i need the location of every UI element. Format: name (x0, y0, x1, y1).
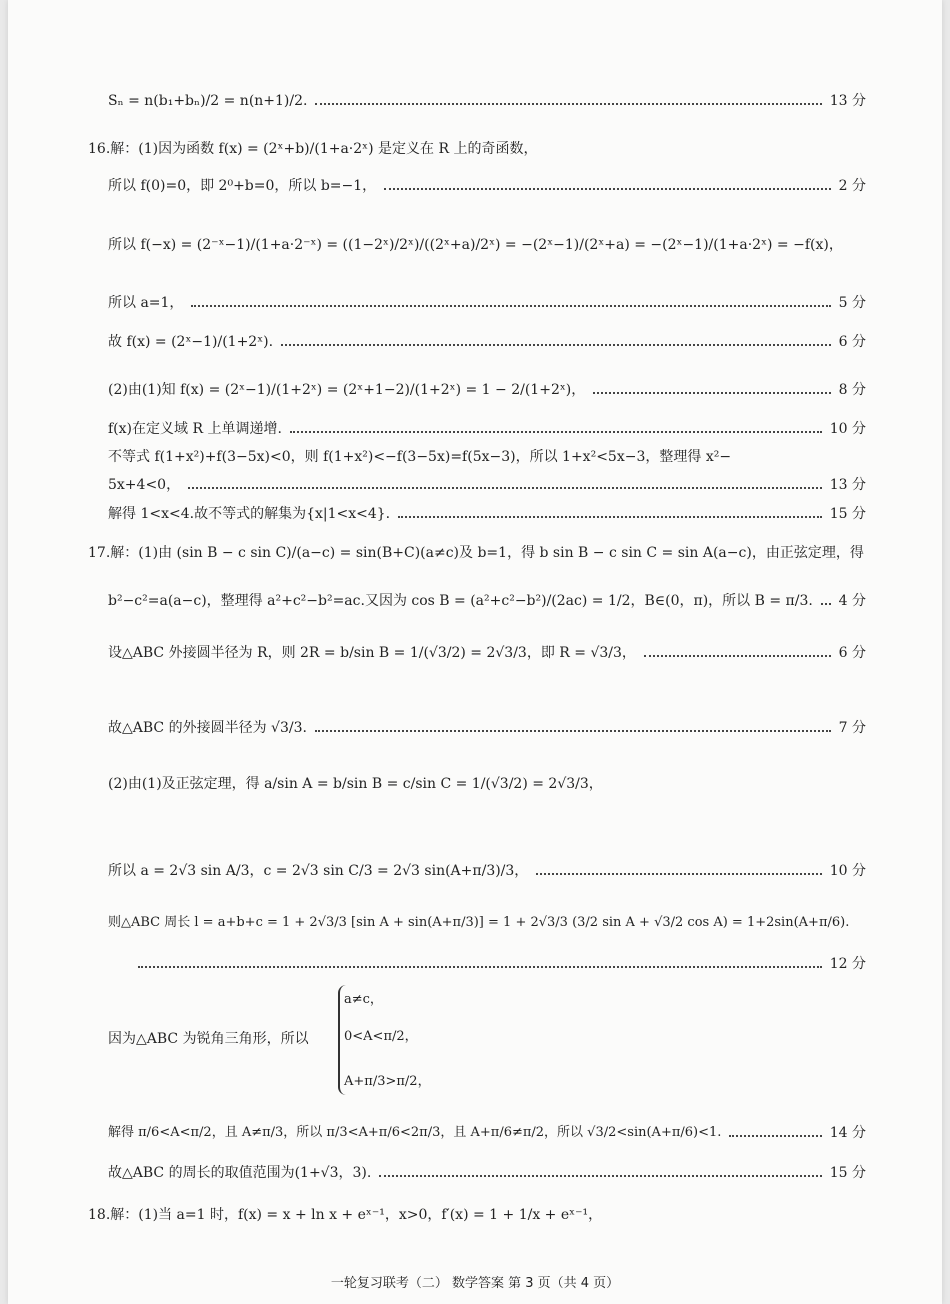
line-text: 所以 f(0)=0，即 2⁰+b=0，所以 b=−1， (108, 178, 377, 194)
score-label: 12 分 (829, 956, 866, 972)
q16-odd-check (108, 236, 866, 254)
leader-dots (191, 305, 830, 307)
q16-a-value (108, 294, 866, 312)
q17-angle-b (108, 592, 866, 610)
q16-fx (108, 333, 866, 351)
system-line-2: 0<A<π/2， (344, 1029, 418, 1044)
score-label: 10 分 (829, 421, 866, 437)
leader-dots (379, 1175, 821, 1177)
leader-dots (644, 655, 831, 657)
q16-inequality (108, 448, 866, 466)
line-text: Sₙ = n(b₁+bₙ)/2 = n(n+1)/2. (108, 93, 308, 109)
q17-radius (108, 644, 866, 662)
score-label: 6 分 (838, 334, 866, 350)
score-label: 8 分 (838, 382, 866, 398)
line-text: 设△ABC 外接圆半径为 R，则 2R = b/sin B = 1/(√3/2) = 2√3/3，即 R = √3/3， (108, 645, 636, 661)
leader-dots (315, 730, 831, 732)
line-sn (108, 92, 866, 110)
q17-range (108, 1124, 866, 1142)
line-text: 解得 1<x<4.故不等式的解集为{x|1<x<4}. (108, 506, 391, 522)
line-text: 故△ABC 的外接圆半径为 √3/3. (108, 720, 307, 736)
score-label: 15 分 (829, 506, 866, 522)
leader-dots (821, 603, 831, 605)
q17-part2 (108, 775, 866, 793)
score-label: 14 分 (829, 1125, 866, 1141)
line-text: (2)由(1)知 f(x) = (2ˣ−1)/(1+2ˣ) = (2ˣ+1−2)/(1+2ˣ) = 1 − 2/(1+2ˣ)， (108, 382, 586, 398)
q17-sides (108, 862, 866, 880)
leader-dots (384, 188, 830, 190)
leader-dots (536, 873, 821, 875)
line-text: 不等式 f(1+x²)+f(3−5x)<0，则 f(1+x²)<−f(3−5x)=f(5x−3)，所以 1+x²<5x−3，整理得 x²− (108, 449, 732, 465)
score-label: 13 分 (829, 477, 866, 493)
q17-perimeter-score (138, 955, 866, 973)
score-label: 13 分 (829, 93, 866, 109)
q16-quadratic (108, 476, 866, 494)
line-text: 故 f(x) = (2ˣ−1)/(1+2ˣ). (108, 334, 274, 350)
q17-perimeter (108, 914, 866, 932)
system-line-1: a≠c， (344, 992, 383, 1007)
q18-intro (88, 1206, 846, 1224)
line-text: 因为△ABC 为锐角三角形，所以 (108, 1031, 309, 1047)
q16-solution (108, 505, 866, 523)
q16-b-value (108, 177, 866, 195)
score-label: 6 分 (838, 645, 866, 661)
leader-dots (593, 392, 830, 394)
q17-radius-result (108, 719, 866, 737)
line-text: 则△ABC 周长 l = a+b+c = 1 + 2√3/3 [sin A + sin(A+π/3)] = 1 + 2√3/3 (3/2 sin A + √3/2 cos A) = 1+2sin(A+π/6). (108, 915, 850, 930)
score-label: 7 分 (838, 720, 866, 736)
score-label: 4 分 (838, 593, 866, 609)
q16-intro (88, 140, 846, 158)
q17-acute (108, 1030, 866, 1048)
line-text: 解得 π/6<A<π/2，且 A≠π/3，所以 π/3<A+π/6<2π/3，且 A+π/6≠π/2，所以 √3/2<sin(A+π/6)<1. (108, 1125, 722, 1140)
line-text: 16.解：(1)因为函数 f(x) = (2ˣ+b)/(1+a·2ˣ) 是定义在 R 上的奇函数， (88, 141, 538, 157)
system-line-3: A+π/3>π/2， (344, 1074, 431, 1089)
leader-dots (729, 1135, 821, 1137)
line-text: 18.解：(1)当 a=1 时，f(x) = x + ln x + eˣ⁻¹，x>0，f′(x) = 1 + 1/x + eˣ⁻¹， (88, 1207, 603, 1223)
leader-dots (398, 516, 822, 518)
leader-dots (188, 487, 822, 489)
line-text: 故△ABC 的周长的取值范围为(1+√3，3). (108, 1165, 372, 1181)
line-text: (2)由(1)及正弦定理，得 a/sin A = b/sin B = c/sin C = 1/(√3/2) = 2√3/3， (108, 776, 603, 792)
line-text: 17.解：(1)由 (sin B − c sin C)/(a−c) = sin(B+C)(a≠c)及 b=1，得 b sin B − c sin C = sin A(a−c)，由正弦定理，得 (88, 545, 864, 561)
leader-dots (281, 344, 831, 346)
leader-dots (138, 966, 822, 968)
line-text: f(x)在定义域 R 上单调递增. (108, 421, 282, 437)
line-text: b²−c²=a(a−c)，整理得 a²+c²−b²=ac.又因为 cos B = (a²+c²−b²)/(2ac) = 1/2，B∈(0，π)，所以 B = π/3. (108, 593, 813, 609)
answer-page (8, 0, 942, 1304)
line-text: 所以 a=1， (108, 295, 184, 311)
line-text: 5x+4<0， (108, 477, 181, 493)
leader-dots (315, 103, 821, 105)
leader-dots (290, 431, 822, 433)
line-text: 所以 f(−x) = (2⁻ˣ−1)/(1+a·2⁻ˣ) = ((1−2ˣ)/2ˣ)/((2ˣ+a)/2ˣ) = −(2ˣ−1)/(2ˣ+a) = −(2ˣ−1)/(1+a·2ˣ) = −f(x)， (108, 237, 843, 253)
q16-part2 (108, 381, 866, 399)
page-footer: 一轮复习联考（二） 数学答案 第 3 页（共 4 页） (330, 1276, 620, 1291)
score-label: 2 分 (838, 178, 866, 194)
q16-monotonic (108, 420, 866, 438)
line-text: 所以 a = 2√3 sin A/3，c = 2√3 sin C/3 = 2√3 sin(A+π/3)/3， (108, 863, 529, 879)
q17-conclusion (108, 1164, 866, 1182)
score-label: 10 分 (829, 863, 866, 879)
score-label: 5 分 (838, 295, 866, 311)
score-label: 15 分 (829, 1165, 866, 1181)
q17-intro (88, 544, 864, 562)
